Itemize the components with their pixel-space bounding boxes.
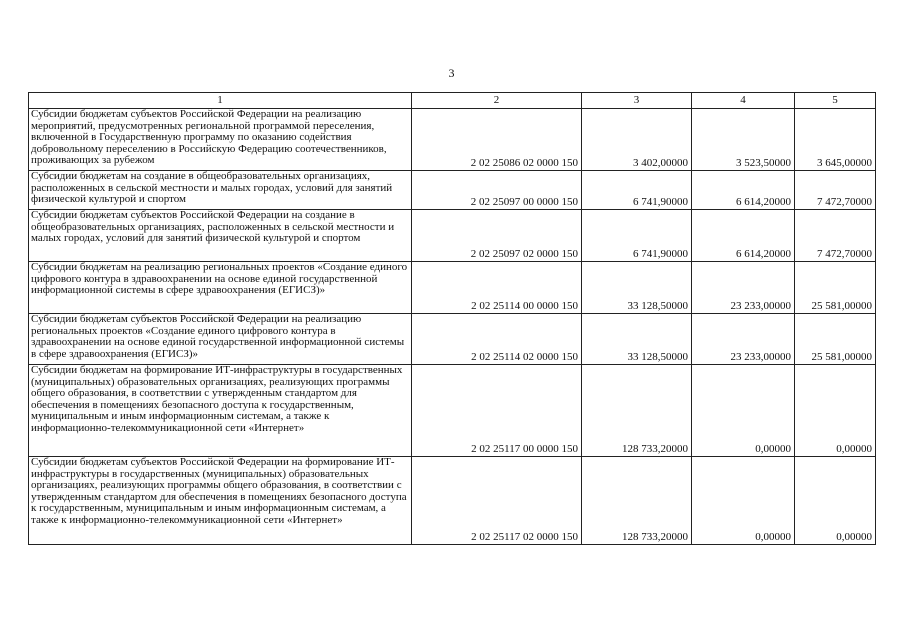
row-budget-code: 2 02 25114 00 0000 150 <box>412 262 582 314</box>
row-value-col3: 33 128,50000 <box>582 262 692 314</box>
row-value-col4: 0,00000 <box>692 457 795 545</box>
row-value-col5: 3 645,00000 <box>795 109 876 171</box>
table-row <box>29 210 876 262</box>
row-value-col3: 6 741,90000 <box>582 210 692 262</box>
row-value-col5: 0,00000 <box>795 457 876 545</box>
row-description: Субсидии бюджетам на создание в общеобразовательных организациях, расположенных в сельской местности и малых городах, условий для занятий физической культурой и спортом <box>29 171 412 210</box>
row-value-col3: 33 128,50000 <box>582 314 692 365</box>
row-value-col5: 25 581,00000 <box>795 262 876 314</box>
column-header: 3 <box>582 93 692 109</box>
row-description: Субсидии бюджетам субъектов Российской Федерации на формирование ИТ-инфраструктуры в государственных (муниципальных) образовательных организациях, реализующих программы общего образования, в соответствии с утвержденным стандартом для обеспечения в помещениях безопасного доступа к государственным, муниципальным и иным информационным системам, а также к информационно-телекоммуникационной сети «Интернет» <box>29 457 412 545</box>
table-row <box>29 171 876 210</box>
row-value-col4: 23 233,00000 <box>692 262 795 314</box>
page-number: 3 <box>448 66 455 80</box>
row-value-col4: 0,00000 <box>692 365 795 457</box>
row-description: Субсидии бюджетам субъектов Российской Федерации на реализацию мероприятий, предусмотренных региональной программой переселения, включенной в Государственную программу по оказанию содействия добровольному переселению в Российскую Федерацию соотечественников, проживающих за рубежом <box>29 109 412 171</box>
column-header: 5 <box>795 93 876 109</box>
row-budget-code: 2 02 25097 00 0000 150 <box>412 171 582 210</box>
column-header: 1 <box>29 93 412 109</box>
row-description: Субсидии бюджетам субъектов Российской Федерации на создание в общеобразовательных организациях, расположенных в сельской местности и малых городах, условий для занятий физической культурой и спортом <box>29 210 412 262</box>
row-budget-code: 2 02 25114 02 0000 150 <box>412 314 582 365</box>
row-description: Субсидии бюджетам субъектов Российской Федерации на реализацию региональных проектов «Создание единого цифрового контура в здравоохранении на основе единой государственной информационной системы в сфере здравоохранения (ЕГИСЗ)» <box>29 314 412 365</box>
row-description: Субсидии бюджетам на формирование ИТ-инфраструктуры в государственных (муниципальных) образовательных организациях, реализующих программы общего образования, в соответствии с утвержденным стандартом для обеспечения в помещениях безопасного доступа к государственным, муниципальным и иным информационным системам, а также к информационно-телекоммуникационной сети «Интернет» <box>29 365 412 457</box>
table-row <box>29 457 876 545</box>
row-budget-code: 2 02 25117 00 0000 150 <box>412 365 582 457</box>
row-value-col3: 128 733,20000 <box>582 457 692 545</box>
row-value-col4: 6 614,20000 <box>692 210 795 262</box>
column-header: 4 <box>692 93 795 109</box>
row-budget-code: 2 02 25117 02 0000 150 <box>412 457 582 545</box>
budget-table <box>28 92 876 545</box>
table-row <box>29 262 876 314</box>
table-header-row <box>29 93 876 109</box>
row-value-col5: 7 472,70000 <box>795 210 876 262</box>
row-budget-code: 2 02 25097 02 0000 150 <box>412 210 582 262</box>
table-row <box>29 314 876 365</box>
row-value-col3: 128 733,20000 <box>582 365 692 457</box>
row-budget-code: 2 02 25086 02 0000 150 <box>412 109 582 171</box>
row-value-col5: 7 472,70000 <box>795 171 876 210</box>
row-value-col4: 3 523,50000 <box>692 109 795 171</box>
row-value-col3: 3 402,00000 <box>582 109 692 171</box>
row-value-col4: 23 233,00000 <box>692 314 795 365</box>
row-value-col4: 6 614,20000 <box>692 171 795 210</box>
table-row <box>29 365 876 457</box>
row-value-col5: 0,00000 <box>795 365 876 457</box>
column-header: 2 <box>412 93 582 109</box>
row-value-col3: 6 741,90000 <box>582 171 692 210</box>
row-description: Субсидии бюджетам на реализацию региональных проектов «Создание единого цифрового контура в здравоохранении на основе единой государственной информационной системы в сфере здравоохранения (ЕГИСЗ)» <box>29 262 412 314</box>
row-value-col5: 25 581,00000 <box>795 314 876 365</box>
table-row <box>29 109 876 171</box>
